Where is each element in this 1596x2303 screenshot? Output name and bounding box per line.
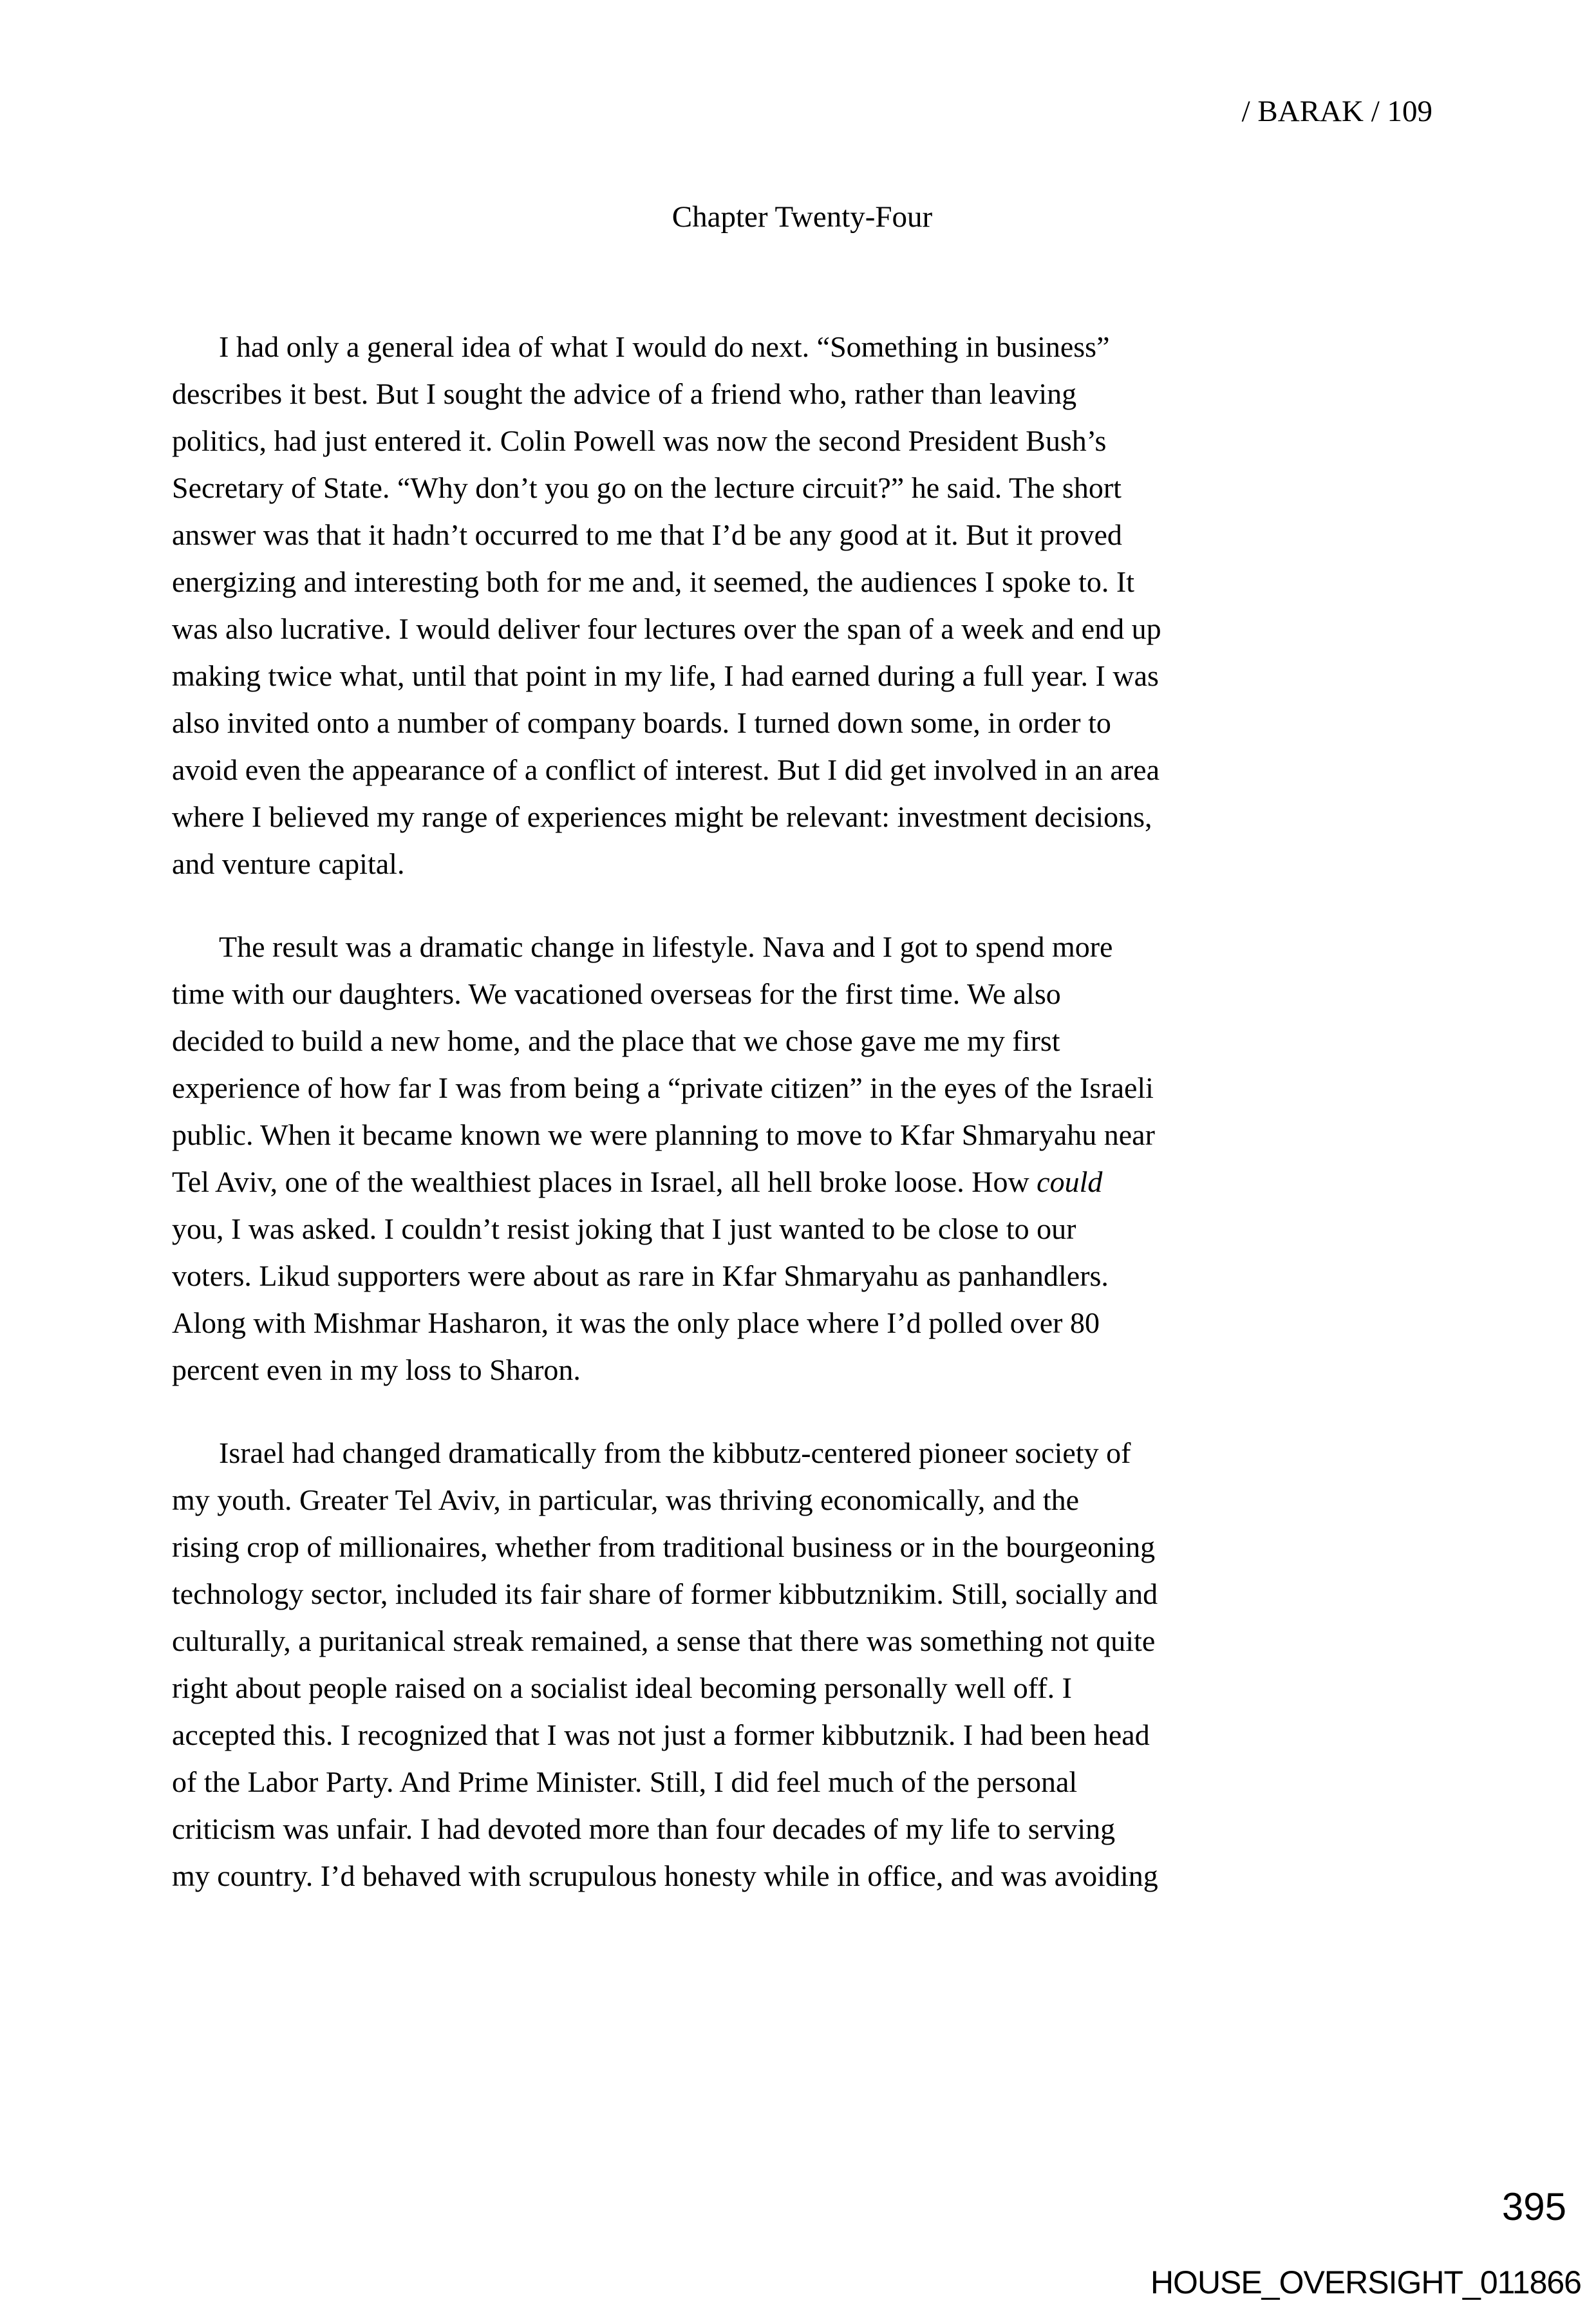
text-line: answer was that it hadn’t occurred to me that I’d be any good at it. But it proved [172,518,1122,551]
text-line: decided to build a new home, and the place that we chose gave me my first [172,1024,1060,1057]
text-line: Along with Mishmar Hasharon, it was the only place where I’d polled over 80 [172,1306,1100,1339]
text-line: you, I was asked. I couldn’t resist joking that I just wanted to be close to our [172,1212,1076,1245]
text-line: of the Labor Party. And Prime Minister. Still, I did feel much of the personal [172,1765,1078,1798]
text-line: rising crop of millionaires, whether from traditional business or in the bourgeoning [172,1530,1156,1563]
page-number: 395 [1501,2185,1566,2228]
bates-stamp: HOUSE_OVERSIGHT_011866 [1150,2264,1581,2300]
chapter-title: Chapter Twenty-Four [671,200,933,234]
paragraph [172,323,1447,887]
text-line: percent even in my loss to Sharon. [172,1353,581,1386]
text-line: technology sector, included its fair share of former kibbutznikim. Still, socially and [172,1577,1158,1610]
running-header: / BARAK / 109 [1241,95,1432,128]
paragraph [172,1429,1447,1899]
text-line: time with our daughters. We vacationed overseas for the first time. We also [172,977,1061,1010]
text-line: describes it best. But I sought the advice of a friend who, rather than leaving [172,377,1077,410]
text-line: Tel Aviv, one of the wealthiest places in Israel, all hell broke loose. How could [172,1165,1103,1198]
text-line: The result was a dramatic change in lifestyle. Nava and I got to spend more [219,930,1113,963]
text-line: voters. Likud supporters were about as rare in Kfar Shmaryahu as panhandlers. [172,1259,1109,1292]
text-line: politics, had just entered it. Colin Powell was now the second President Bush’s [172,424,1107,457]
text-line: Secretary of State. “Why don’t you go on the lecture circuit?” he said. The short [172,471,1122,504]
text-line: criticism was unfair. I had devoted more than four decades of my life to serving [172,1812,1116,1845]
text-line: right about people raised on a socialist ideal becoming personally well off. I [172,1671,1072,1704]
text-line: my youth. Greater Tel Aviv, in particular, was thriving economically, and the [172,1483,1080,1516]
body-text [172,323,1447,1899]
text-line: was also lucrative. I would deliver four lectures over the span of a week and end up [172,612,1161,645]
text-line: public. When it became known we were planning to move to Kfar Shmaryahu near [172,1118,1155,1151]
text-line: culturally, a puritanical streak remained, a sense that there was something not quite [172,1624,1156,1657]
text-line: making twice what, until that point in my life, I had earned during a full year. I was [172,659,1159,692]
text-line: experience of how far I was from being a “private citizen” in the eyes of the Israeli [172,1071,1154,1104]
text-line: my country. I’d behaved with scrupulous honesty while in office, and was avoiding [172,1859,1158,1892]
text-line: Israel had changed dramatically from the kibbutz-centered pioneer society of [219,1436,1131,1469]
text-line: also invited onto a number of company boards. I turned down some, in order to [172,706,1111,739]
text-line: energizing and interesting both for me and, it seemed, the audiences I spoke to. It [172,565,1134,598]
text-line: avoid even the appearance of a conflict of interest. But I did get involved in an area [172,753,1159,786]
text-line: and venture capital. [172,847,405,880]
text-line: I had only a general idea of what I would do next. “Something in business” [219,330,1110,363]
paragraph [172,923,1447,1393]
text-line: accepted this. I recognized that I was not just a former kibbutznik. I had been head [172,1718,1150,1751]
text-line: where I believed my range of experiences might be relevant: investment decisions, [172,800,1152,833]
